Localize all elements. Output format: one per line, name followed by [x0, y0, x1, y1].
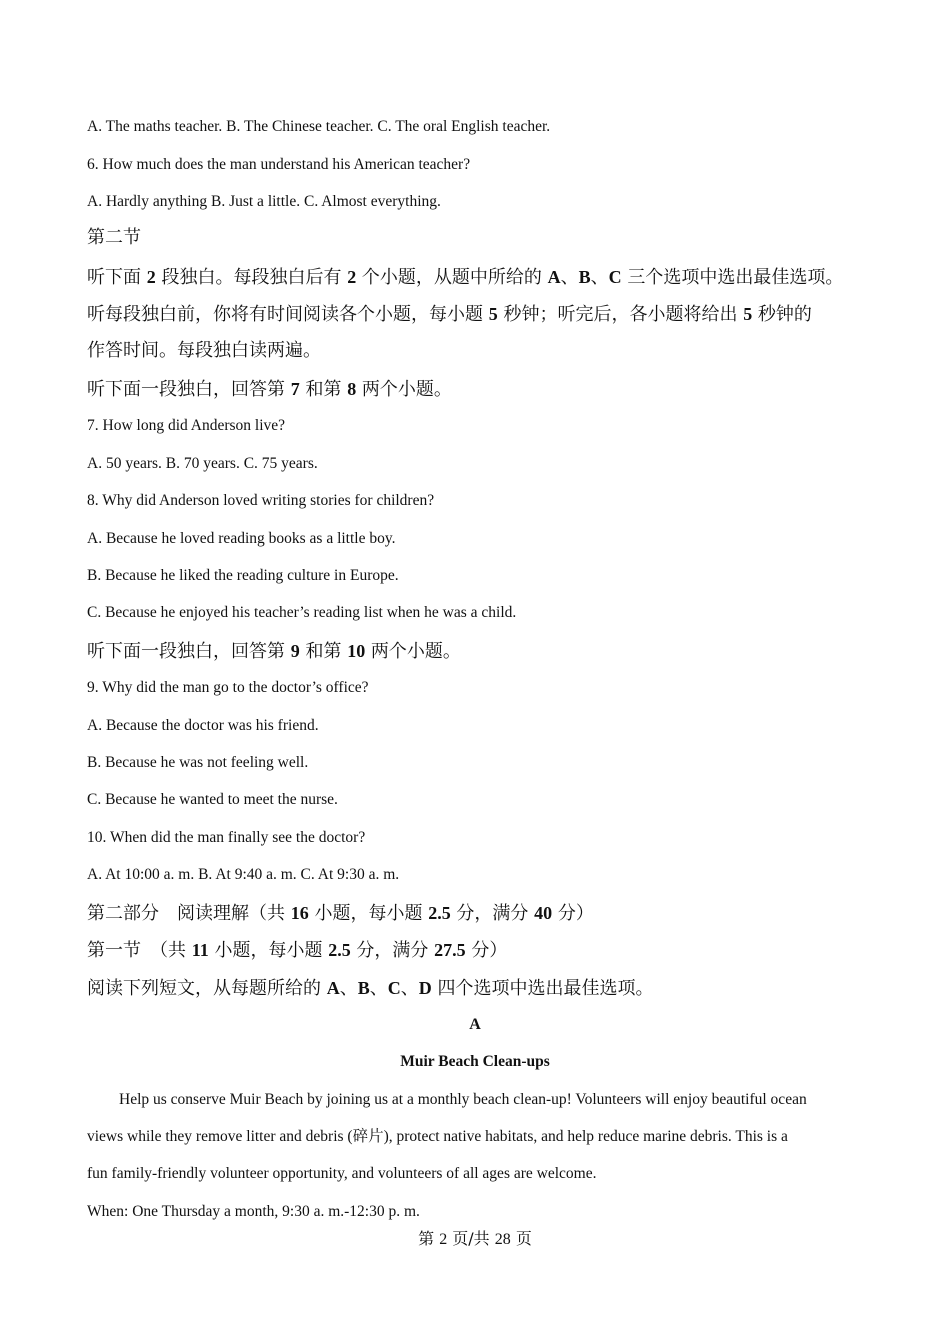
passage-line-3: fun family-friendly volunteer opportunity, and volunteers of all ages are welcome.	[87, 1165, 597, 1182]
part-two-heading: 第二部分 阅读理解（共 16 小题，每小题 2.5 分，满分 40 分）	[87, 903, 594, 924]
reading-instruction: 阅读下列短文，从每题所给的 A、B、C、D 四个选项中选出最佳选项。	[87, 978, 654, 999]
question-8-option-c: C. Because he enjoyed his teacher’s reading list when he was a child.	[87, 604, 517, 621]
page-footer: 第 2 页/共 28 页	[418, 1229, 532, 1248]
passage-label: A	[469, 1016, 481, 1033]
question-7-options: A. 50 years. B. 70 years. C. 75 years.	[87, 455, 318, 472]
question-5-options: A. The maths teacher. B. The Chinese teacher. C. The oral English teacher.	[87, 118, 551, 135]
question-10-options: A. At 10:00 a. m. B. At 9:40 a. m. C. At 9:30 a. m.	[87, 866, 400, 883]
question-8: 8. Why did Anderson loved writing stories for children?	[87, 492, 435, 509]
passage-title: Muir Beach Clean-ups	[400, 1053, 550, 1070]
instruction-line-1: 听下面 2 段独白。每段独白后有 2 个小题，从题中所给的 A、B、C 三个选项中选出最佳选项。	[87, 267, 844, 288]
question-10: 10. When did the man finally see the doctor?	[87, 829, 366, 846]
question-7: 7. How long did Anderson live?	[87, 417, 286, 434]
question-9-option-c: C. Because he wanted to meet the nurse.	[87, 791, 338, 808]
section-one-heading: 第一节 （共 11 小题，每小题 2.5 分，满分 27.5 分）	[87, 940, 508, 961]
instruction-line-2: 听每段独白前，你将有时间阅读各个小题，每小题 5 秒钟；听完后，各小题将给出 5 秒钟的	[87, 304, 812, 325]
passage-line-2: views while they remove litter and debris (碎片), protect native habitats, and help reduce marine debris. This is a	[87, 1128, 788, 1145]
passage-line-1: Help us conserve Muir Beach by joining us at a monthly beach clean-up! Volunteers will enjoy beautiful ocean	[119, 1091, 807, 1108]
question-8-option-b: B. Because he liked the reading culture in Europe.	[87, 567, 399, 584]
question-9-option-a: A. Because the doctor was his friend.	[87, 717, 319, 734]
monologue-2-intro: 听下面一段独白，回答第 9 和第 10 两个小题。	[87, 641, 461, 662]
question-6-options: A. Hardly anything B. Just a little. C. Almost everything.	[87, 193, 441, 210]
instruction-line-3: 作答时间。每段独白读两遍。	[87, 340, 321, 361]
question-9: 9. Why did the man go to the doctor’s office?	[87, 679, 369, 696]
question-8-option-a: A. Because he loved reading books as a little boy.	[87, 530, 396, 547]
passage-line-4: When: One Thursday a month, 9:30 a. m.-12:30 p. m.	[87, 1203, 420, 1220]
question-9-option-b: B. Because he was not feeling well.	[87, 754, 309, 771]
section-heading: 第二节	[87, 227, 141, 248]
question-6: 6. How much does the man understand his American teacher?	[87, 156, 471, 173]
monologue-1-intro: 听下面一段独白，回答第 7 和第 8 两个小题。	[87, 379, 452, 400]
